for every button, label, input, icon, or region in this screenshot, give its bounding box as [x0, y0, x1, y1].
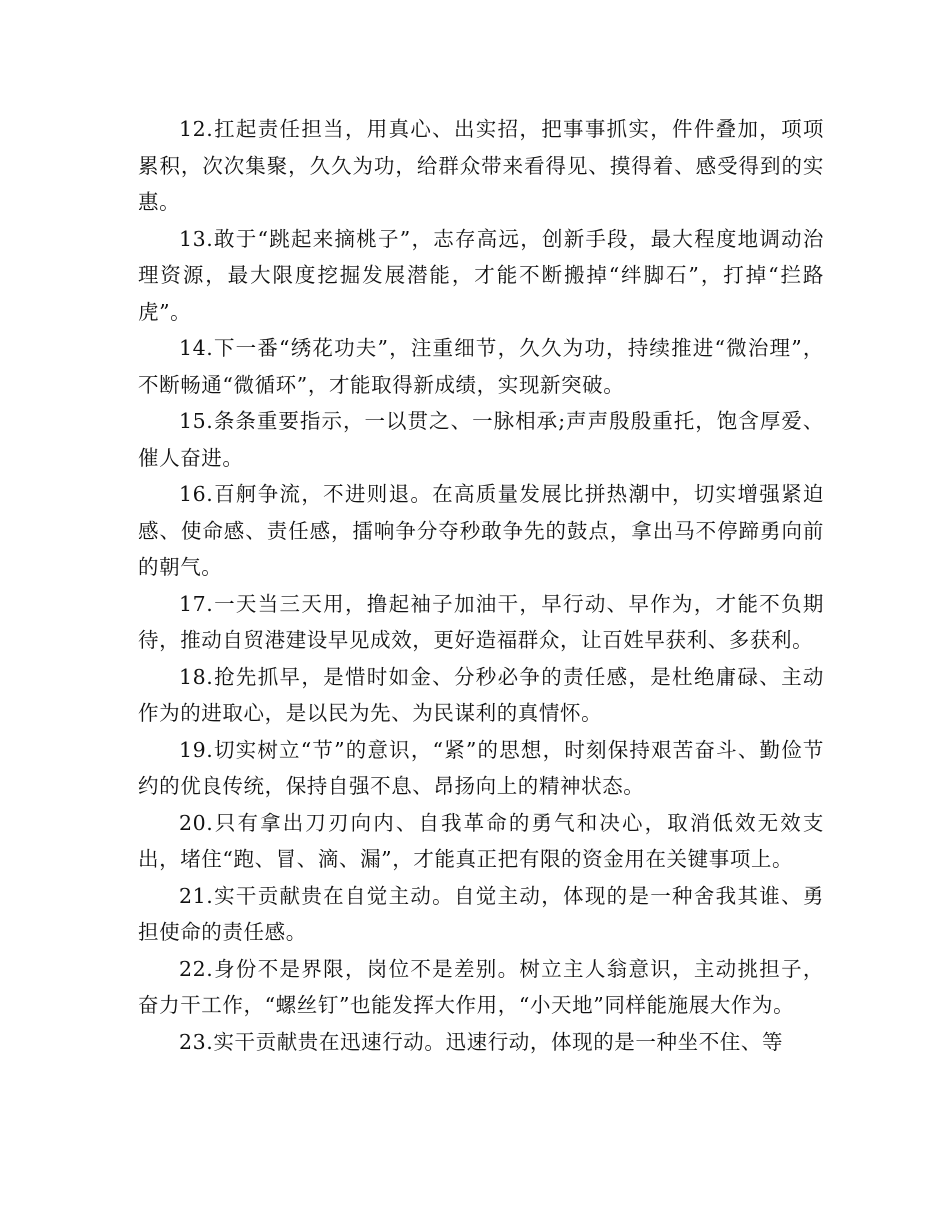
paragraph-22: 22.身份不是界限，岗位不是差别。树立主人翁意识，主动挑担子，奋力干工作，“螺丝钉”也能发挥大作用，“小天地”同样能施展大作为。	[138, 956, 824, 1017]
paragraph-12: 12.扛起责任担当，用真心、出实招，把事事抓实，件件叠加，项项累积，次次集聚，久久为功，给群众带来看得见、摸得着、感受得到的实惠。	[138, 117, 824, 214]
paragraph-19: 19.切实树立“节”的意识，“紧”的思想，时刻保持艰苦奋斗、勤俭节约的优良传统，保持自强不息、昂扬向上的精神状态。	[138, 737, 824, 798]
paragraph-21: 21.实干贡献贵在自觉主动。自觉主动，体现的是一种舍我其谁、勇担使命的责任感。	[138, 883, 824, 944]
paragraph-15: 15.条条重要指示，一以贯之、一脉相承;声声殷殷重托，饱含厚爱、催人奋进。	[138, 409, 824, 470]
paragraph-23: 23.实干贡献贵在迅速行动。迅速行动，体现的是一种坐不住、等	[179, 1029, 784, 1054]
document-body	[138, 111, 824, 1060]
paragraph-16: 16.百舸争流，不进则退。在高质量发展比拼热潮中，切实增强紧迫感、使命感、责任感，擂响争分夺秒敢争先的鼓点，拿出马不停蹄勇向前的朝气。	[138, 482, 824, 579]
paragraph-17: 17.一天当三天用，撸起袖子加油干，早行动、早作为，才能不负期待，推动自贸港建设早见成效，更好造福群众，让百姓早获利、多获利。	[138, 591, 824, 652]
paragraph-13: 13.敢于“跳起来摘桃子”，志存高远，创新手段，最大程度地调动治理资源，最大限度挖掘发展潜能，才能不断搬掉“绊脚石”，打掉“拦路虎”。	[138, 226, 824, 324]
paragraph-20: 20.只有拿出刀刃向内、自我革命的勇气和决心，取消低效无效支出，堵住“跑、冒、滴、漏”，才能真正把有限的资金用在关键事项上。	[138, 810, 824, 871]
paragraph-14: 14.下一番“绣花功夫”，注重细节，久久为功，持续推进“微治理”，不断畅通“微循环”，才能取得新成绩，实现新突破。	[138, 336, 824, 397]
paragraph-18: 18.抢先抓早，是惜时如金、分秒必争的责任感，是杜绝庸碌、主动作为的进取心，是以民为先、为民谋利的真情怀。	[138, 664, 824, 725]
